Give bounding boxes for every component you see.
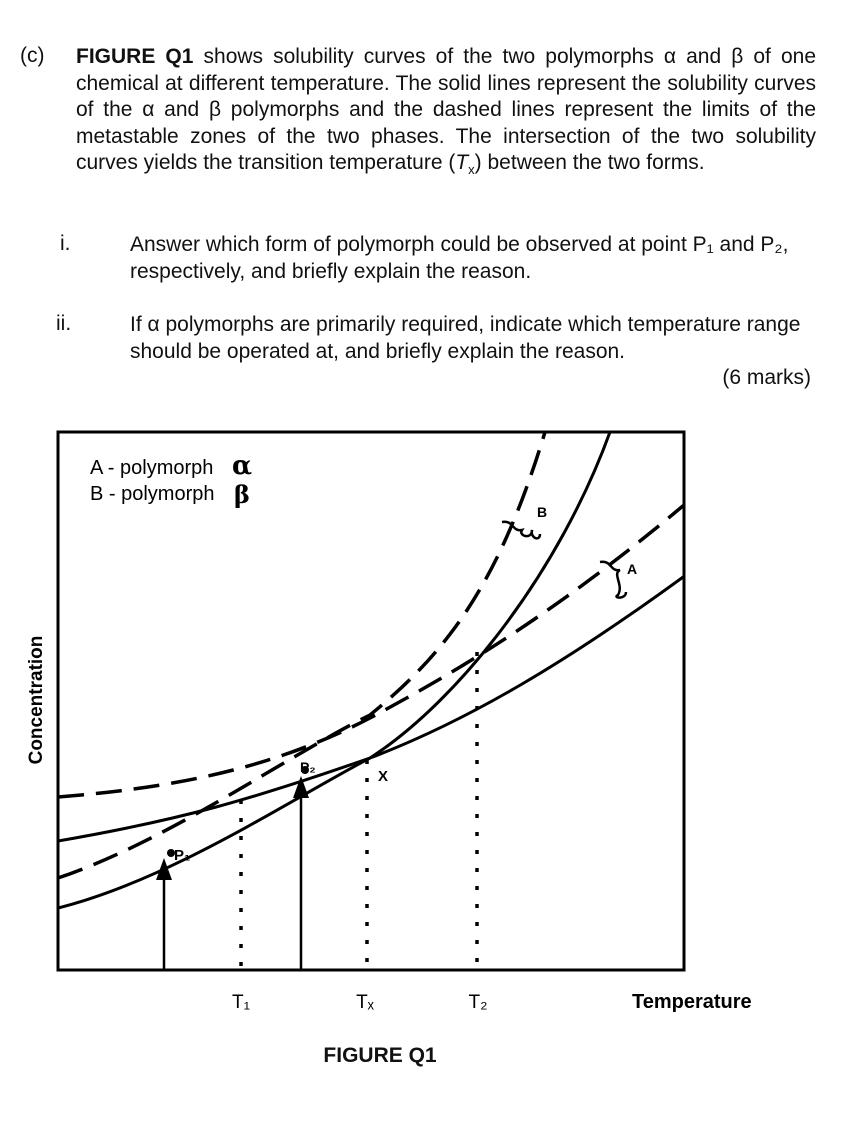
tx-symbol: T [455,151,469,174]
subquestion-2-text: If α polymorphs are primarily required, indicate which temperature range should be operated at, and briefly explain the reason. [130,313,801,363]
p1-arrow-icon [156,858,172,880]
legend-b-text: B - polymorph [90,483,215,505]
point-label-p2: P₂ [300,759,316,775]
figure-caption: FIGURE Q1 [323,1044,437,1067]
tick-label-t1: T₁ [231,992,251,1013]
solubility-curve-alpha [58,572,690,841]
question-label: (c) [20,44,45,67]
plot-frame [58,432,684,970]
metastable-limit-alpha [58,500,690,797]
x-axis-label: Temperature [632,991,752,1013]
figure-reference: FIGURE Q1 [76,45,194,68]
intersection-label: X [378,768,389,785]
tick-label-tx: Tₓ [356,992,374,1013]
tick-label-t2: T₂ [468,992,488,1013]
point-label-p1: P₁ [174,847,191,864]
y-axis-label: Concentration [26,635,47,765]
subquestion-1-text: Answer which form of polymorph could be observed at point P₁ and P₂, respectively, and briefly explain the reason. [130,233,789,283]
question-text-part1: shows solubility curves of the two polymorphs α and β of one chemical at different temperature. The solid lines represent the solubility curves of the α and β polymorphs and the dashed lines represent the limits of the metastable zones of the two phases. The intersection of the two solubility curves yields the transition temperature ( [76,45,817,174]
bracket-a [600,562,626,598]
bracket-label-a: A [627,561,638,577]
question-text-part2: ) between the two forms. [474,151,705,174]
tx-subscript: x [468,162,475,178]
marks: (6 marks) [722,366,811,389]
legend-b-symbol: β [234,480,250,509]
legend-a-text: A - polymorph [90,457,214,479]
subquestion-1-number: i. [60,232,71,255]
subquestion-2-number: ii. [56,312,72,335]
bracket-label-b: B [537,504,548,520]
legend-a-symbol: α [232,451,253,481]
